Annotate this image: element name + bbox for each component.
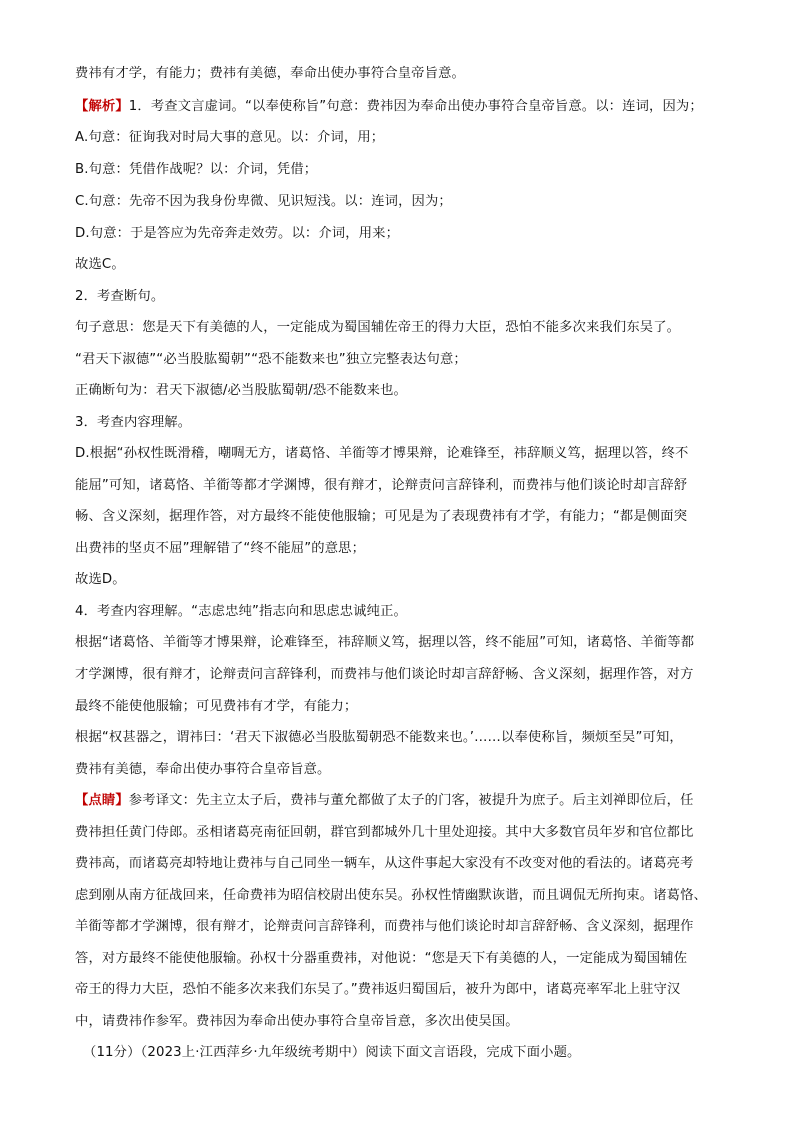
text-line: 中，请费祎作参军。费祎因为奉命出使办事符合皇帝旨意，多次出使吴国。 [75, 1014, 519, 1029]
text-line: 能屈”可知，诸葛恪、羊衜等都才学渊博，很有辩才，论辩责问言辞锋利，而费祎与他们谈论时却言辞舒 [75, 478, 688, 493]
text-line: 句子意思：您是天下有美德的人，一定能成为蜀国辅佐帝王的得力大臣，恐怕不能多次来我们东吴了。 [75, 320, 681, 335]
analysis-line [75, 97, 754, 117]
text-line: 故选C。 [75, 257, 125, 272]
text-line: 费祎担任黄门侍郎。丞相诸葛亮南征回朝，群官到都城外几十里处迎接。其中大多数官员年岁和官位都比 [75, 825, 694, 840]
text-line: B.句意：凭借作战呢？以：介词，凭借； [75, 162, 318, 177]
text-line: 羊衜等都才学渊博，很有辩才，论辩责问言辞锋利，而费祎与他们谈论时却言辞舒畅、含义深刻，据理作 [75, 919, 694, 934]
text-line: 2．考查断句。 [75, 289, 165, 304]
text-line: 费祎有才学，有能力；费祎有美德，奉命出使办事符合皇帝旨意。 [75, 66, 465, 81]
comment-tag: 【点睛】 [75, 793, 129, 808]
text-line: “君天下淑德”“必当股肱蜀朝”“恐不能数来也”独立完整表达句意； [75, 352, 467, 367]
text-line: 才学渊博，很有辩才，论辩责问言辞锋利，而费祎与他们谈论时却言辞舒畅、含义深刻，据理作答，对方 [75, 667, 694, 682]
text-line: 参考译文：先主立太子后，费祎与董允都做了太子的门客，被提升为庶子。后主刘禅即位后，任 [128, 793, 694, 808]
text-line: C.句意：先帝不因为我身份卑微、见识短浅。以：连词，因为； [75, 194, 452, 209]
text-line: 3．考查内容理解。 [75, 415, 192, 430]
question-header: （11分）（2023上·江西萍乡·九年级统考期中）阅读下面文言语段，完成下面小题。 [83, 1045, 581, 1060]
text-line: 帝王的得力大臣，恐怕不能多次来我们东吴了。”费祎返归蜀国后，被升为郎中，诸葛亮率军北上驻守汉 [75, 982, 681, 997]
text-line: 出费祎的坚贞不屈”理解错了“终不能屈”的意思； [75, 541, 366, 556]
comment-line [75, 791, 754, 811]
text-line: D.根据“孙权性既滑稽，嘲啁无方，诸葛恪、羊衜等才博果辩，论难锋至，祎辞顺义笃，据理以答，终不 [75, 446, 689, 461]
text-line: 畅、含义深刻，据理作答，对方最终不能使他服输；可见是为了表现费祎有才学，有能力；“都是侧面突 [75, 509, 688, 524]
text-line: 正确断句为：君天下淑德/必当股肱蜀朝/恐不能数来也。 [75, 383, 407, 398]
text-line: 费祎有美德，奉命出使办事符合皇帝旨意。 [75, 762, 331, 777]
text-line: A.句意：征询我对时局大事的意见。以：介词，用； [75, 130, 385, 145]
text-line: 虑到刚从南方征战回来，任命费祎为昭信校尉出使东吴。孙权性情幽默诙谐，而且调侃无所拘束。诸葛恪、 [75, 888, 708, 903]
text-line: 故选D。 [75, 572, 126, 587]
text-line: 1．考查文言虚词。“以奉使称旨”句意：费祎因为奉命出使办事符合皇帝旨意。以：连词，因为； [128, 99, 703, 114]
text-line: 根据“权甚器之，谓祎曰：‘君天下淑德必当股肱蜀朝恐不能数来也。’……以奉使称旨，频烦至吴”可知， [75, 730, 683, 745]
analysis-tag: 【解析】 [75, 99, 129, 114]
text-line: 根据“诸葛恪、羊衜等才博果辩，论难锋至，祎辞顺义笃，据理以答，终不能屈”可知，诸葛恪、羊衜等都 [75, 635, 695, 650]
text-line: 费祎高，而诸葛亮却特地让费祎与自己同坐一辆车，从这件事起大家没有不改变对他的看法的。诸葛亮考 [75, 856, 694, 871]
text-line: 答，对方最终不能使他服输。孙权十分器重费祎，对他说：“您是天下有美德的人，一定能成为蜀国辅佐 [75, 951, 688, 966]
text-line: D.句意：于是答应为先帝奔走效劳。以：介词，用来； [75, 226, 400, 241]
text-line: 4．考查内容理解。“志虑忠纯”指志向和思虑忠诚纯正。 [75, 604, 407, 619]
text-line: 最终不能使他服输；可见费祎有才学，有能力； [75, 699, 358, 714]
